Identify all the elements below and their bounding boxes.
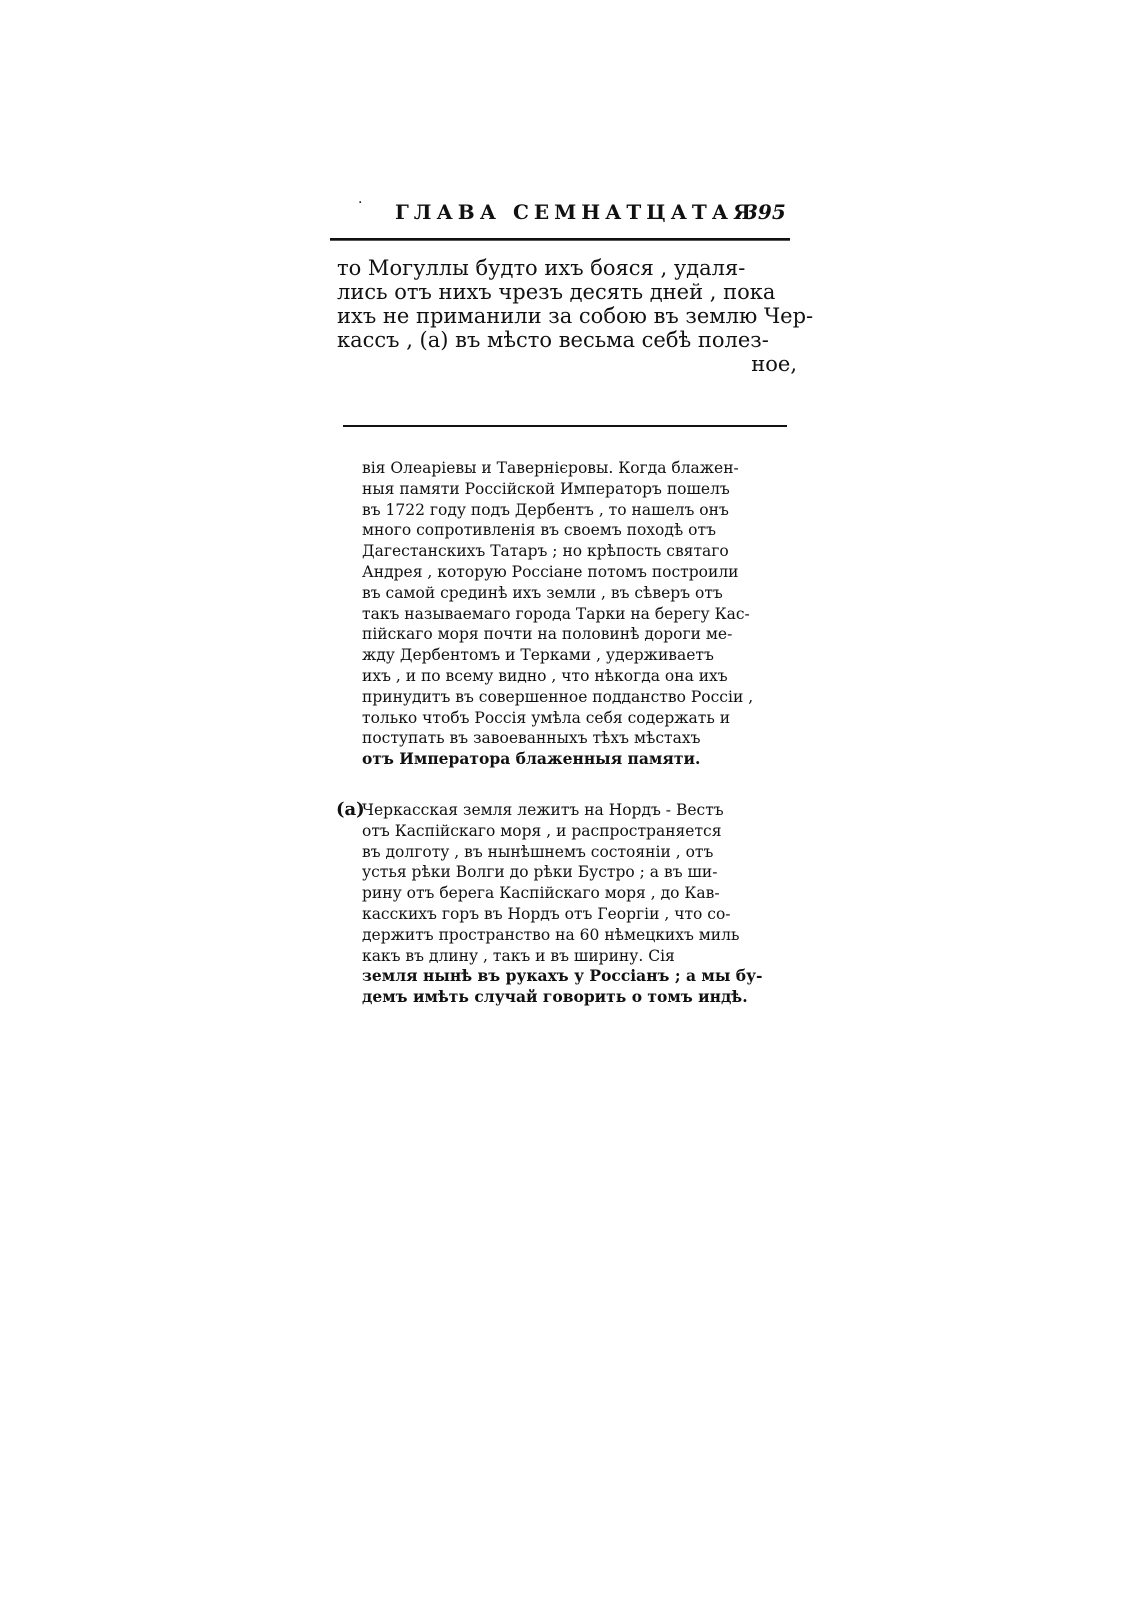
footnote-line: поступать въ завоеванныхъ тѣхъ мѣстахъ — [362, 729, 701, 748]
main-text-line: кассъ , (a) въ мѣсто весьма себѣ полез- — [337, 328, 769, 352]
page-number: 395 — [744, 200, 786, 224]
main-text-line: ное, — [751, 352, 797, 376]
footnote-line: какъ въ длину , такъ и въ ширину. Сія — [362, 946, 675, 965]
footnote-line: Дагестанскихъ Татаръ ; но крѣпость святаго — [362, 542, 729, 561]
footnote-line: демъ имѣть случай говорить о томъ индѣ. — [362, 987, 748, 1007]
footnote-line: только чтобъ Россія умѣла себя содержать и — [362, 708, 731, 727]
footnote-a — [336, 799, 802, 1008]
footnote-line: земля нынѣ въ рукахъ у Россіанъ ; а мы бу- — [362, 966, 763, 986]
running-head: ГЛАВА СЕМНАТЦАТАЯ — [395, 200, 756, 224]
footnote-line: въ самой срединѣ ихъ земли , въ сѣверъ отъ — [362, 583, 723, 602]
footnote-line: ихъ , и по всему видно , что нѣкогда она ихъ — [362, 666, 728, 685]
footnote-a-marker: (a) — [336, 799, 365, 820]
footnote-line: Андрея , которую Россіане потомъ построили — [362, 562, 739, 581]
main-text — [337, 256, 814, 376]
footnote-line: касскихъ горъ въ Нордъ отъ Георгіи , что со- — [362, 904, 731, 923]
footnote-line: много сопротивленія въ своемъ походѣ отъ — [362, 521, 716, 540]
footnote-line: вія Олеаріевы и Тавернієровы. Когда блажен- — [362, 459, 739, 477]
footnote-line: Черкасская земля лежитъ на Нордъ - Вестъ — [362, 801, 724, 819]
footnote-line: устья рѣки Волги до рѣки Бустро ; а въ ши- — [362, 863, 718, 882]
footnote-separator-rule — [343, 425, 787, 427]
header-rule — [330, 238, 790, 241]
main-text-line: лись отъ нихъ чрезъ десять дней , пока — [337, 280, 776, 304]
main-text-line: ихъ не приманили за собою въ землю Чер- — [337, 304, 814, 328]
footnote-line: рину отъ берега Каспійскаго моря , до Кав- — [362, 884, 720, 903]
footnote-line: въ 1722 году подъ Дербентъ , то нашелъ онъ — [362, 500, 729, 519]
footnote-line: жду Дербентомъ и Терками , удерживаетъ — [362, 646, 714, 665]
main-text-line: то Могуллы будто ихъ бояся , удаля- — [337, 256, 746, 280]
footnote-line: ныя памяти Россійской Императоръ пошелъ — [362, 479, 730, 498]
footnote-line: отъ Каспійскаго моря , и распространяется — [362, 821, 722, 840]
footnote-line: принудитъ въ совершенное подданство Россіи , — [362, 687, 754, 706]
header-dot: · — [358, 195, 363, 211]
footnote-line: держитъ пространство на 60 нѣмецкихъ миль — [362, 925, 740, 944]
footnote-continued — [362, 458, 802, 770]
footnote-line: въ долготу , въ нынѣшнемъ состояніи , отъ — [362, 842, 714, 861]
footnote-line: отъ Императора блаженныя памяти. — [362, 749, 701, 769]
footnote-line: пійскаго моря почти на половинѣ дороги ме- — [362, 625, 733, 644]
footnote-line: такъ называемаго города Тарки на берегу Кас- — [362, 604, 750, 623]
